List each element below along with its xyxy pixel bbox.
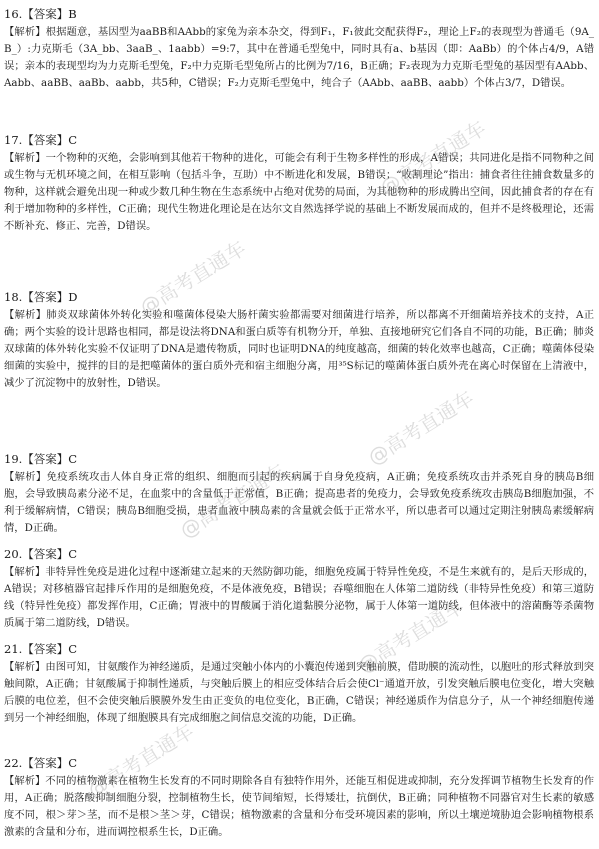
- answer-heading: 18.【答案】D: [4, 290, 78, 304]
- answer-heading: 22.【答案】C: [4, 756, 78, 770]
- answer-explanation: 【解析】不同的植物激素在植物生长发育的不同时期除各自有独特作用外，还能互相促进或抑制，充分发挥调节植物生长发育的作用，A正确；脱落酸抑制细胞分裂，控制植物生长，使节间缩短，长得矮壮，抗倒伏，B正确；同种植物不同器官对生长素的敏感度不同，根＞芽＞茎，而不是根＞茎＞芽，C错误；植物激素的含量和分布受环境因素的影响，所以土壤逆境胁迫会影响植物根系激素的含量和分布，进而调控根系生长，D正确。: [4, 775, 594, 839]
- answer-explanation: 【解析】非特异性免疫是进化过程中逐渐建立起来的天然防御功能，细胞免疫属于特异性免疫，不是生来就有的，是后天形成的，A错误；对移植器官起排斥作用的是细胞免疫，不是体液免疫，B错误；吞噬细胞在人体第二道防线（非特异性免疫）和第三道防线（特异性免疫）都发挥作用，C正确；胃液中的胃酸属于消化道黏膜分泌物，属于人体第一道防线，但体液中的溶菌酶等杀菌物质属于第二道防线，D错误。: [4, 566, 594, 630]
- answer-heading: 20.【答案】C: [4, 547, 78, 561]
- answer-explanation: 【解析】一个物种的灭绝，会影响到其他若干物种的进化，可能会有利于生物多样性的形成，A错误；共同进化是指不同物种之间或生物与无机环境之间，在相互影响（包括斗争，互助）中不断进化和发展，B错误；“收割理论”指出：捕食者往往捕食数量多的物种，这样就会避免出现一种或少数几种生物在生态系统中占绝对优势的局面，为其他物种的形成腾出空间，因此捕食者的存在有利于增加物种的多样性，C正确；现代生物进化理论是在达尔文自然选择学说的基础上不断发展而成的，但并不是终极理论，还需不断补充、修正、完善，D错误。: [4, 152, 594, 233]
- answer-explanation: 【解析】免疫系统攻击人体自身正常的组织、细胞而引起的疾病属于自身免疫病，A正确；免疫系统攻击并杀死自身的胰岛B细胞，会导致胰岛素分泌不足，在血浆中的含量低于正常值，B正确；提高患者的免疫力，会导致免疫系统攻击胰岛B细胞加强，不利于缓解病情，C错误；胰岛B细胞受损，患者血液中胰岛素的含量就会低于正常水平，所以患者可以通过定期注射胰岛素缓解病情，D正确。: [4, 471, 594, 535]
- answer-item-20: [4, 547, 594, 632]
- answer-item-18: [4, 290, 594, 392]
- answer-explanation: 【解析】根据题意，基因型为aaBB和AAbb的家兔为亲本杂交，得到F₁，F₁彼此交配获得F₂，理论上F₂的表现型为普通毛（9A_B_）:力克斯毛（3A_bb、3aaB_、1aabb）=9:7，其中在普通毛型兔中，同时具有a、b基因（即：AaBb）的个体占4/9，A错误；亲本的表现型均为力克斯毛型兔，F₂中力克斯毛型兔所占的比例为7/16，B正确；F₂表现为力克斯毛型兔的基因型有AAbb、Aabb、aaBB、aaBb、aabb，共5种，C错误；F₂力克斯毛型兔中，纯合子（AAbb、aaBB、aabb）个体占3/7，D错误。: [4, 26, 594, 90]
- answer-item-21: [4, 642, 594, 727]
- watermark: @高考直通车: [175, 458, 291, 543]
- watermark: @高考直通车: [83, 718, 199, 803]
- watermark: @高考直通车: [353, 593, 469, 678]
- answer-item-17: [4, 133, 594, 235]
- watermark: @高考直通车: [375, 115, 491, 200]
- watermark: @高考直通车: [363, 385, 479, 470]
- answer-explanation: 【解析】由图可知，甘氨酸作为神经递质，是通过突触小体内的小囊泡传递到突触前膜，借助膜的流动性，以胞吐的形式释放到突触间隙，A正确；甘氨酸属于抑制性递质，与突触后膜上的相应受体结合后会使Cl⁻通道开放，引发突触后膜电位变化，增大突触后膜的电位差，但不会使突触后膜膜外发生由正变负的电位变化，B正确，C错误；神经递质作为信息分子，从一个神经细胞传递到另一个神经细胞，体现了细胞膜具有完成细胞之间信息交流的功能，D正确。: [4, 661, 594, 725]
- answer-item-19: [4, 452, 594, 537]
- answer-item-22: [4, 756, 594, 841]
- answer-item-16: [4, 7, 594, 92]
- answer-heading: 21.【答案】C: [4, 642, 78, 656]
- answer-heading: 17.【答案】C: [4, 133, 78, 147]
- answer-heading: 19.【答案】C: [4, 452, 78, 466]
- watermark: @高考直通车: [135, 235, 251, 320]
- answer-explanation: 【解析】肺炎双球菌体外转化实验和噬菌体侵染大肠杆菌实验都需要对细菌进行培养，所以都离不开细菌培养技术的支持，A正确；两个实验的设计思路也相同，都是设法将DNA和蛋白质等有机物分开，单独、直接地研究它们各自不同的功能，B正确；肺炎双球菌的体外转化实验不仅证明了DNA是遗传物质，同时也证明DNA的纯度越高，细菌的转化效率也越高，C正确；噬菌体侵染细菌的实验中，搅拌的目的是把噬菌体的蛋白质外壳和宿主细胞分离，用³⁵S标记的噬菌体蛋白质外壳在离心时保留在上清液中，减少了沉淀物中的放射性，D错误。: [4, 309, 594, 390]
- answer-heading: 16.【答案】B: [4, 7, 77, 21]
